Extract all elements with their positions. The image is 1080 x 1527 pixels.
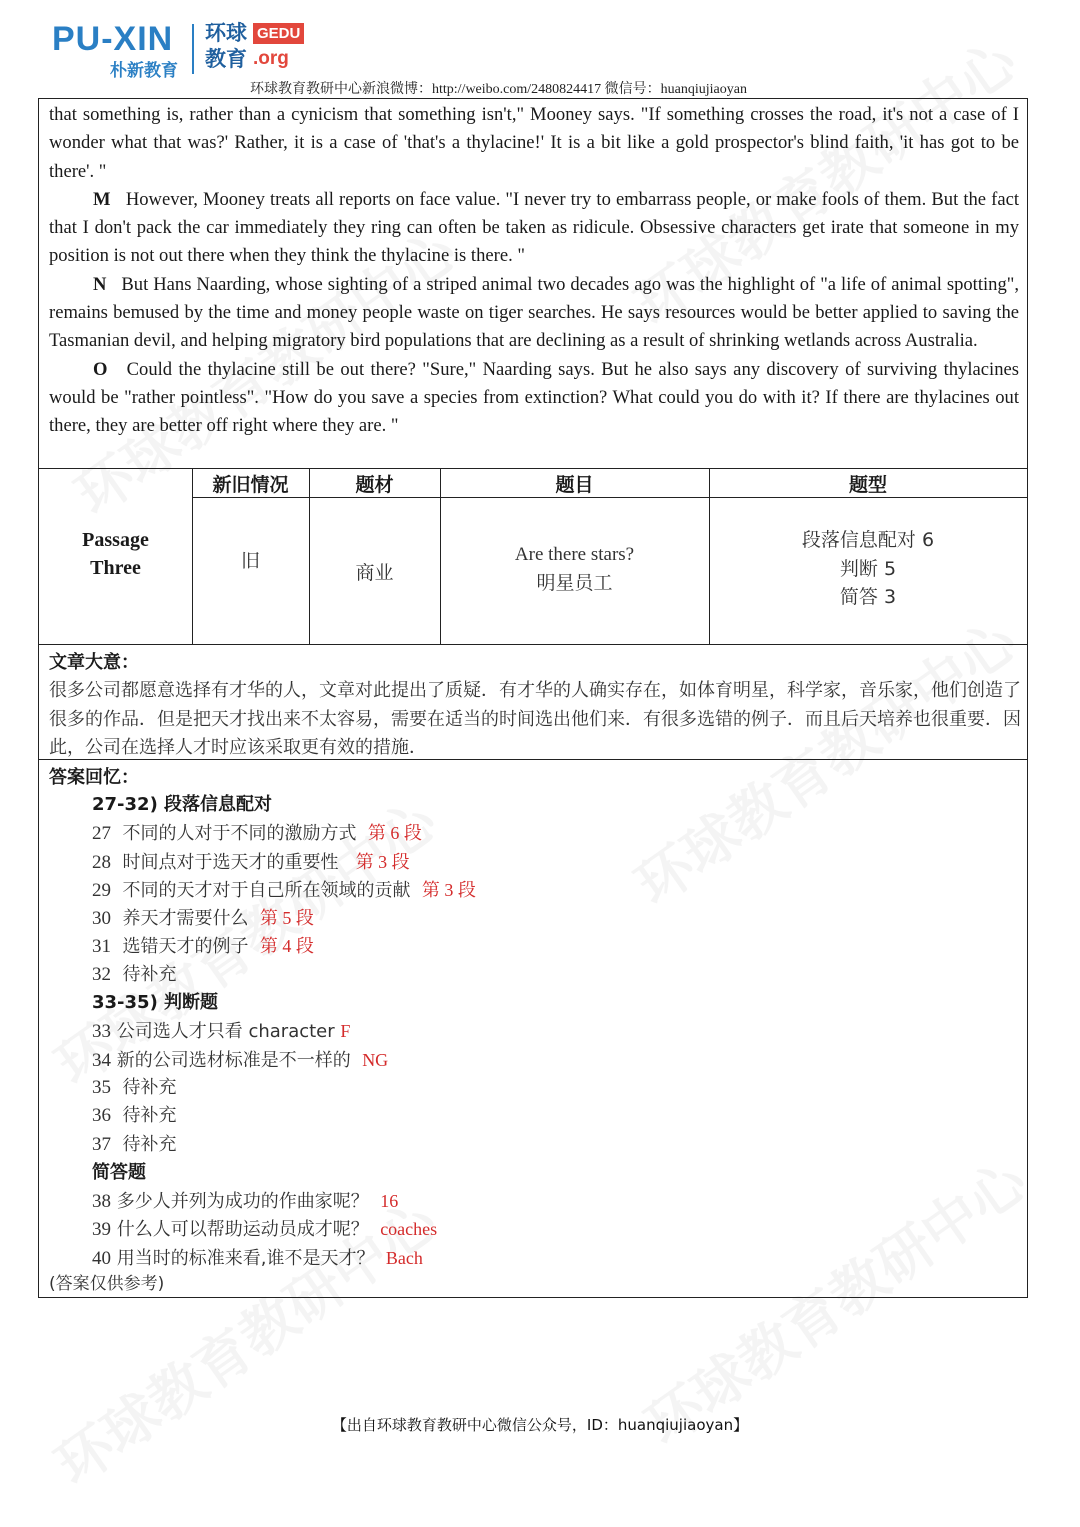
answer-item: 30 养天才需要什么 第 5 段 [92, 908, 314, 930]
paragraph-m: M However, Mooney treats all reports on face value. "I never try to embarrass people, or make fools of them. But the fact that I don't pack the car immediately they ring can often be taken as ridicule. Obsessive characters get irate that someone in my position is not out there when they think the thylacine is there. " [49, 188, 1019, 267]
answer-item: 27 不同的人对于不同的激励方式 第 6 段 [92, 823, 422, 845]
page-footer: 【出自环球教育教研中心微信公众号，ID：huanqiujiaoyan】 [331, 1416, 749, 1434]
summary-text: 很多公司都愿意选择有才华的人，文章对此提出了质疑．有才华的人确实存在，如体育明星，科学家，音乐家，他们创造了很多的作品．但是把天才找出来不太容易，需要在适当的时间选出他们来．有很多选错的例子．而且后天培养也很重要．因此，公司在选择人才时应该采取更有效的措施． [49, 680, 1021, 758]
table-header-status: 新旧情况 [212, 473, 289, 496]
table-topic: 商业 [355, 561, 394, 584]
answer-item: 39 什么人可以帮助运动员成才呢？ coaches [92, 1219, 438, 1241]
content-box [38, 98, 1028, 1298]
logo-divider [192, 24, 194, 74]
page-header [0, 0, 1080, 98]
gedu-logo: 环球 教育 GEDU .org [205, 20, 247, 72]
paragraph-n: N But Hans Naarding, whose sighting of a striped animal two decades ago was the highlight of "a life of animal spotting", remains bemused by the time and money people waste on tiger searches. He says resources would be better applied to saving the Tasmanian devil, and helping migratory bird populations that are declining as a result of shrinking wetlands across Australia. [49, 273, 1020, 352]
table-title: Are there stars? 明星员工 [514, 544, 635, 594]
answer-item: 29 不同的天才对于自己所在领域的贡献 第 3 段 [92, 879, 476, 901]
answer-item: 38 多少人并列为成功的作曲家呢？ 16 [92, 1191, 399, 1213]
weibo-line: 环球教育教研中心新浪微博：http://weibo.com/2480824417 微信号：huanqiujiaoyan [250, 82, 747, 97]
puxin-logo: PU-XIN 朴新教育 [52, 20, 178, 81]
table-status: 旧 [240, 549, 260, 572]
answer-item: 31 选错天才的例子 第 4 段 [92, 936, 314, 958]
paragraph-o: O Could the thylacine still be out there? "Sure," Naarding says. But he also says any discovery of surviving thylacines would be "rather pointless". "How do you save a species from extinction? What could you do with it? If there are thylacines out there, they are better off right where they are. " [49, 358, 1019, 437]
answer-item: 32 待补充 [92, 963, 177, 985]
answer-item: 28 时间点对于选天才的重要性 第 3 段 [92, 851, 410, 873]
passage-label: Passage Three [82, 529, 149, 579]
answers-note: (答案仅供参考) [49, 1274, 165, 1294]
answer-item: 36 待补充 [92, 1105, 177, 1127]
answers-title: 答案回忆： [49, 767, 139, 788]
table-types: 段落信息配对 6 判断 5 简答 3 [801, 529, 935, 609]
table-header-title: 题目 [555, 473, 594, 496]
table-header-topic: 题材 [355, 473, 394, 496]
answer-item: 34 新的公司选材标准是不一样的 NG [92, 1049, 389, 1071]
table-bottom-border [39, 644, 1027, 645]
answer-list [92, 791, 476, 1272]
passage-intro: that something is, rather than a cynicism that something isn't," Mooney says. "If something crosses the road, it's not a case of I wonder what that was?' Rather, it is a case of 'that's a thylacine!' It is a bit like a gold prospector's blind faith, 'it has got to be there'. " [49, 104, 1019, 182]
answer-item: 33 公司选人才只看 character F [92, 1021, 351, 1043]
passage-text [49, 101, 1019, 441]
section-heading: 27-32) 段落信息配对 [92, 794, 273, 815]
answer-item: 35 待补充 [92, 1076, 177, 1098]
section-heading: 33-35) 判断题 [92, 992, 219, 1014]
summary-bottom-border [39, 759, 1027, 760]
summary-title: 文章大意： [49, 652, 139, 673]
answer-item: 40 用当时的标准来看,谁不是天才？ Bach [92, 1247, 423, 1269]
table-header-type: 题型 [848, 473, 887, 496]
answer-item: 37 待补充 [92, 1133, 177, 1155]
table-header-border [192, 497, 1027, 498]
section-heading: 简答题 [92, 1161, 146, 1183]
